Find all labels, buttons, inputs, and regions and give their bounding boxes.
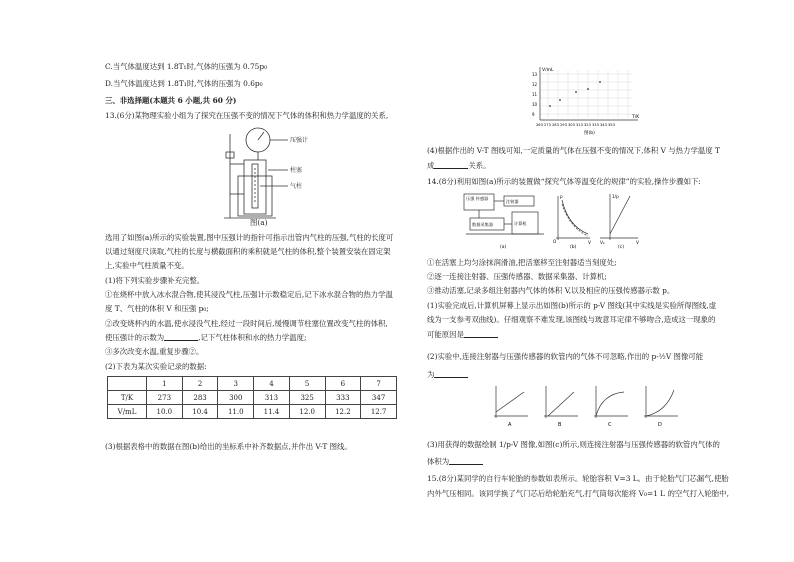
q15-line-2: 内外气压相同。该同学换了气门芯后给轮胎充气,打气筒每次能将 V₀=1 L 的空气打入轮胎中, (427, 489, 729, 498)
q14-intro: 14.(8分)利用如图(a)所示的装置做“探究气体等温变化的规律”的实验,操作步骤如下: (427, 177, 701, 186)
data-table (107, 376, 397, 419)
origin-b: O (553, 239, 557, 244)
ytick: 11 (532, 92, 538, 97)
q14-3-line-1: (3)用获得的数据绘制 1/p-V 图像,如图(c)所示,则连接注射器与压强传感器的软管内气体的 (427, 440, 720, 449)
q2-title: (2)下表为某次实验记录的数据: (105, 362, 207, 371)
answer-blank-reason[interactable] (464, 330, 498, 338)
table-cell: 11.0 (218, 405, 254, 419)
answer-blank-volume[interactable] (449, 457, 483, 465)
p1-line-3: 上,实验中气柱质量不变。 (105, 261, 189, 270)
caption-b: (b) (570, 245, 577, 250)
ytick: 10 (532, 102, 538, 107)
step1-line-2: 度 T、气柱的体积 V 和压强 p₀; (105, 304, 209, 313)
table-cell: 7 (361, 377, 397, 391)
label-sensor: 压强 传感器 (466, 196, 489, 201)
label-collector: 数据采集器 (472, 222, 493, 227)
q15-line-1: 15.(8分)某同学的自行车轮胎的参数如表所示。轮胎容积 V=3 L。由于轮胎气门芯漏气,使胎 (427, 474, 729, 483)
answer-blank-relation[interactable] (434, 161, 468, 169)
answer-blank-graph[interactable] (434, 370, 468, 378)
q14-figures (460, 190, 660, 252)
label-v0: V₀ (600, 240, 605, 245)
step2-line-1: ②改变烧杯内的水温,使水浸没气柱,经过一段时间后,缓慢调节柱塞位置改变气柱的体积, (105, 319, 388, 328)
answer-blank-pressure[interactable] (164, 333, 198, 341)
option-b-label[interactable]: B (558, 422, 562, 428)
data-point (575, 91, 577, 93)
table-cell: 325 (289, 391, 325, 405)
option-c: C.当气体温度达到 1.8T₁时,气体的压强为 0.75p₀ (105, 62, 268, 71)
axis-v-c: V (636, 240, 639, 245)
q4-line-1: (4)根据作出的 V-T 图线可知,一定质量的气体在压强不变的情况下,体积 V 与热力学温度 T (427, 146, 720, 155)
q1-title: (1)将下列实验步骤补充完整。 (105, 276, 205, 285)
q3-text: (3)根据表格中的数据在图(b)给出的坐标系中补齐数据点,并作出 V-T 图线。 (105, 442, 352, 451)
option-a-label[interactable]: A (508, 422, 512, 428)
q14-2-pre: 为 (427, 370, 435, 379)
option-c-label[interactable]: C (608, 422, 612, 428)
table-row (108, 377, 397, 391)
option-d: D.当气体温度达到 1.8T₁时,气体的压强为 0.6p₀ (105, 79, 263, 88)
label-computer: 计算机 (514, 221, 527, 226)
options-graphs (490, 382, 690, 428)
graph-caption: 图(b) (584, 131, 595, 136)
axis-v-b: V (588, 240, 591, 245)
q14-1-line-3 (427, 330, 498, 339)
q14-1-line-2: 线为一支参考双曲线)。仔细观察不难发现,该图线与玻意耳定律不够吻合,造成这一现象的 (427, 315, 716, 324)
ytick: 12 (532, 82, 538, 87)
label-gas-column: 气柱 (290, 183, 303, 190)
data-point (587, 88, 589, 90)
table-cell: 5 (289, 377, 325, 391)
table-cell: 313 (254, 391, 290, 405)
table-cell (108, 377, 147, 391)
q13-intro: 13.(6分)某物理实验小组为了探究在压强不变的情况下气体的体积和热力学温度的关系, (105, 111, 389, 120)
q14-3-pre: 体积为 (427, 457, 450, 466)
q4-pre: 成 (427, 161, 435, 170)
data-point (599, 81, 601, 83)
label-syringe: 注射器 (506, 199, 519, 204)
data-point (549, 105, 551, 107)
table-cell: 12.0 (289, 405, 325, 419)
table-cell: T/K (108, 391, 147, 405)
q14-2-line-1: (2)实验中,连接注射器与压强传感器的软管内的气体不可忽略,作出的 p-½V 图像可能 (427, 352, 704, 361)
step3: ③多次改变水温,重复步骤②。 (105, 347, 204, 356)
table-row (108, 391, 397, 405)
table-cell: 333 (325, 391, 361, 405)
vt-graph (528, 66, 648, 136)
table-cell: 3 (218, 377, 254, 391)
table-cell: 6 (325, 377, 361, 391)
label-pressure-gauge: 压强计 (290, 137, 309, 144)
table-cell: 347 (361, 391, 397, 405)
step2-line-2 (105, 333, 306, 342)
label-plunger: 柱塞 (290, 167, 303, 174)
ytick: 13 (532, 72, 538, 77)
graph-xlabel: T/K (632, 115, 640, 120)
caption-c: (c) (618, 245, 624, 250)
section-title: 三、非选择题(本题共 6 小题,共 60 分) (105, 96, 237, 105)
table-cell: 12.2 (325, 405, 361, 419)
data-point (559, 99, 561, 101)
table-cell: 1 (147, 377, 183, 391)
axis-p: p (560, 194, 563, 199)
xticks-line: 263 273 283 293 303 313 323 333 343 353 (536, 123, 615, 127)
table-cell: 4 (254, 377, 290, 391)
p1-line-2: 以通过刻度尺读取,气柱的长度与横截面积的乘积就是气柱的体积,整个装置安装在固定架 (105, 247, 391, 256)
table-cell: 283 (182, 391, 218, 405)
ytick: 9 (532, 112, 535, 117)
q14-step-1: ①在活塞上均匀涂抹润滑油,把活塞移至注射器适当刻度处; (427, 258, 617, 267)
fig-a-caption: 图(a) (250, 218, 268, 227)
q4-post: 关系。 (468, 161, 491, 170)
table-cell: 273 (147, 391, 183, 405)
step2-tail-pre: 使压强计的示数为 (105, 333, 165, 342)
caption-a: (a) (500, 245, 507, 250)
table-cell: 2 (182, 377, 218, 391)
table-cell: 10.4 (182, 405, 218, 419)
axis-inv-p: 1/p (612, 194, 619, 199)
table-row (108, 405, 397, 419)
q14-1-pre: 可能原因是 (427, 330, 464, 339)
q14-3-line-2 (427, 457, 483, 466)
step1-line-1: ①在烧杯中放入冰水混合物,使其浸没气柱,压强计示数稳定后,记下冰水混合物的热力学温 (105, 290, 393, 299)
q14-2-line-2 (427, 370, 468, 379)
table-cell: 10.0 (147, 405, 183, 419)
q14-1-line-1: (1)实验完成后,计算机屏幕上显示出如图(b)所示的 p-V 图线(其中实线是实验所得图线,虚 (427, 301, 717, 310)
table-cell: 12.7 (361, 405, 397, 419)
table-cell: 300 (218, 391, 254, 405)
q14-step-3: ③推动活塞,记录多组注射器内气体的体积 V,以及相应的压强传感器示数 p。 (427, 286, 675, 295)
q14-step-2: ②逐一连接注射器、压强传感器、数据采集器、计算机; (427, 272, 607, 281)
step2-tail-post: ,记下气柱体积和水的热力学温度; (198, 333, 307, 342)
table-cell: V/mL (108, 405, 147, 419)
option-d-label[interactable]: D (658, 422, 662, 428)
table-cell: 11.4 (254, 405, 290, 419)
q4-line-2 (427, 161, 491, 170)
p1-line-1: 选用了如图(a)所示的实验装置,图中压强计的指针可指示出管内气柱的压强,气柱的长度可 (105, 233, 394, 242)
graph-ylabel: V/mL (542, 68, 554, 73)
